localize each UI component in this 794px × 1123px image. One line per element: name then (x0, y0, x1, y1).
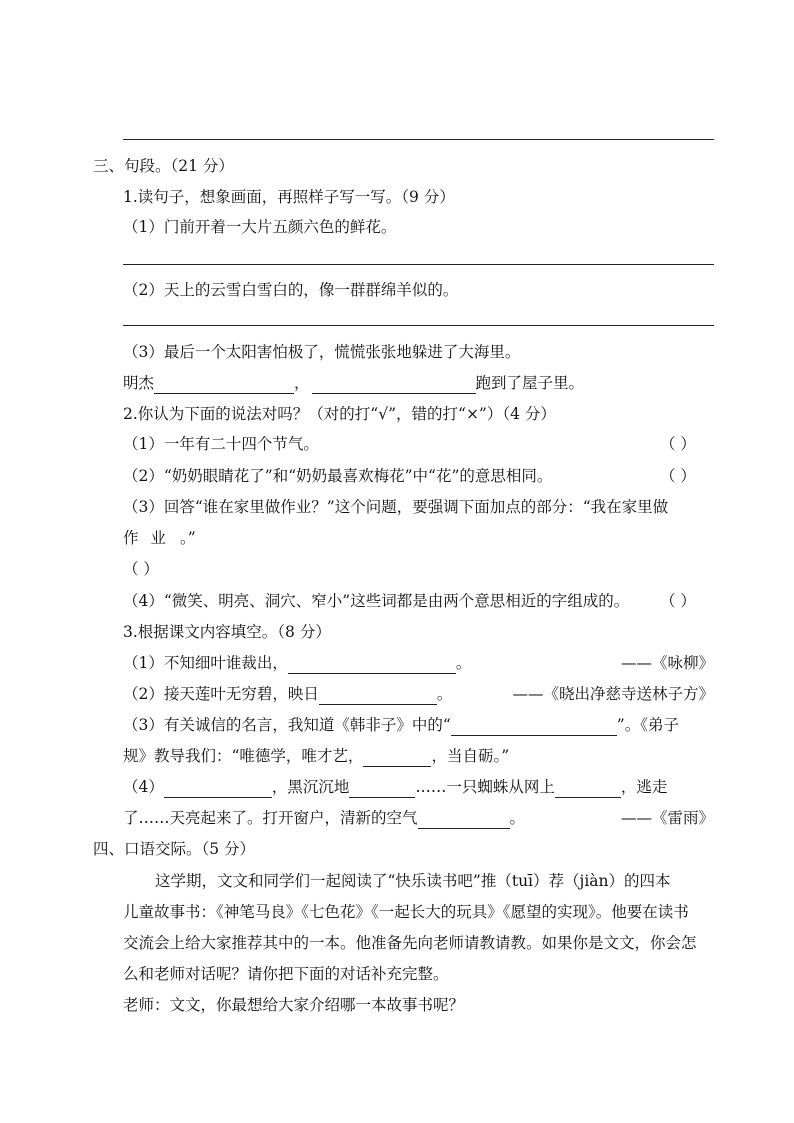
q3-item3-blank2[interactable] (363, 749, 431, 767)
q3-item3-line2-prefix: 规》教导我们：“唯德学，唯才艺， (123, 747, 364, 765)
answer-line-top (123, 139, 714, 140)
q3-item2-blank[interactable] (319, 687, 437, 705)
q2-item4-answer-paren[interactable]: （ ） (660, 592, 696, 610)
q1-item2: （2）天上的云雪白雪白的，像一群群绵羊似的。 (123, 281, 459, 299)
section4-dialog-teacher: 老师：文文，你最想给大家介绍哪一本故事书呢？ (123, 996, 465, 1014)
q2-title: 2.你认为下面的说法对吗？（对的打“√”，错的打“×”）（4 分） (123, 405, 556, 423)
q3-item3-line2 (123, 745, 509, 767)
q1-item3-fill (123, 372, 584, 394)
q3-item2 (123, 683, 452, 705)
q3-item4-line1-a: （4） (123, 778, 164, 796)
q2-item4: （4）“微笑、明亮、洞穴、窄小”这些词都是由两个意思相近的字组成的。 (123, 592, 630, 610)
q1-item2-answer-line[interactable] (123, 325, 714, 326)
q2-item3-dotted-char1: 作 (123, 529, 139, 547)
section4-para-line3: 交流会上给大家推荐其中的一本。他准备先向老师请教请教。如果你是文文，你会怎 (123, 934, 697, 952)
q3-item1-source: ——《咏柳》 (620, 654, 714, 672)
q3-item3-blank1[interactable] (451, 718, 617, 736)
q1-item1-answer-line[interactable] (123, 264, 714, 265)
q3-item2-end: 。 (436, 685, 453, 703)
section4-para-line1: 这学期，文文和同学们一起阅读了“快乐读书吧”推（tuī）荐（jiàn）的四本 (155, 872, 671, 890)
q3-item4-line2-b: 。 (509, 809, 526, 827)
q2-item3-line2-end: 。” (180, 529, 196, 547)
q3-item3-line1-suffix: ”。《弟子 (616, 716, 679, 734)
q1-item3-suffix: 跑到了屋子里。 (475, 374, 585, 392)
q3-item4-line1-b: ，黑沉沉地 (271, 778, 350, 796)
q3-item4-line2 (123, 807, 525, 829)
q3-item1-end: 。 (455, 654, 472, 672)
q1-item1: （1）门前开着一大片五颜六色的鲜花。 (123, 218, 397, 236)
q3-item3-line1-prefix: （3）有关诚信的名言，我知道《韩非子》中的“ (123, 716, 451, 734)
q3-item1-prefix: （1）不知细叶谁裁出， (123, 654, 288, 672)
q2-item2: （2）“奶奶眼睛花了”和“奶奶最喜欢梅花”中“花”的意思相同。 (123, 467, 553, 485)
section3-heading: 三、句段。（21 分） (93, 157, 234, 175)
q3-item4-blank4[interactable] (418, 811, 510, 829)
q1-title: 1.读句子，想象画面，再照样子写一写。（9 分） (123, 188, 455, 206)
q3-item3-line1 (123, 714, 679, 736)
q3-item4-line1-c: ……一只蜘蛛从网上 (415, 778, 555, 796)
q2-item2-answer-paren[interactable]: （ ） (660, 467, 696, 485)
q3-item4-source: ——《雷雨》 (620, 809, 714, 827)
q3-item4-blank3[interactable] (555, 780, 621, 798)
q3-title: 3.根据课文内容填空。（8 分） (123, 623, 331, 641)
q3-item4-line1-d: ，逃走 (620, 778, 668, 796)
q3-item1 (123, 652, 471, 674)
q3-item4-line2-a: 了……天亮起来了。打开窗户，清新的空气 (123, 809, 418, 827)
section4-para-line4: 么和老师对话呢？请你把下面的对话补充完整。 (123, 965, 449, 983)
q1-item3-blank1[interactable] (154, 376, 294, 394)
q3-item4-blank2[interactable] (349, 780, 415, 798)
q3-item2-prefix: （2）接天莲叶无穷碧，映日 (123, 685, 319, 703)
section4-heading: 四、口语交际。（5 分） (93, 840, 256, 858)
q1-item3: （3）最后一个太阳害怕极了，慌慌张张地躲进了大海里。 (123, 343, 521, 361)
q2-item3-answer-paren[interactable]: （ ） (123, 560, 159, 578)
section4-para-line2: 儿童故事书：《神笔马良》《七色花》《一起长大的玩具》《愿望的实现》。他要在读书 (123, 903, 689, 921)
q1-item3-comma: ， (294, 374, 310, 392)
q3-item3-line2-suffix: ，当自砺。” (431, 747, 510, 765)
q2-item1: （1）一年有二十四个节气。 (123, 435, 319, 453)
q3-item1-blank[interactable] (288, 656, 456, 674)
q1-item3-blank2[interactable] (312, 376, 476, 394)
q2-item3-line2 (123, 527, 196, 549)
q2-item3-dotted-char2: 业 (150, 529, 167, 547)
q2-item3-line1: （3）回答“谁在家里做作业？”这个问题，要强调下面加点的部分：“我在家里做 (123, 498, 669, 516)
q1-item3-prefix: 明杰 (123, 374, 155, 392)
q3-item4-line1 (123, 776, 667, 798)
q3-item4-blank1[interactable] (164, 780, 272, 798)
q2-item1-answer-paren[interactable]: （ ） (660, 435, 696, 453)
q3-item2-source: ——《晓出净慈寺送林子方》 (512, 685, 714, 703)
